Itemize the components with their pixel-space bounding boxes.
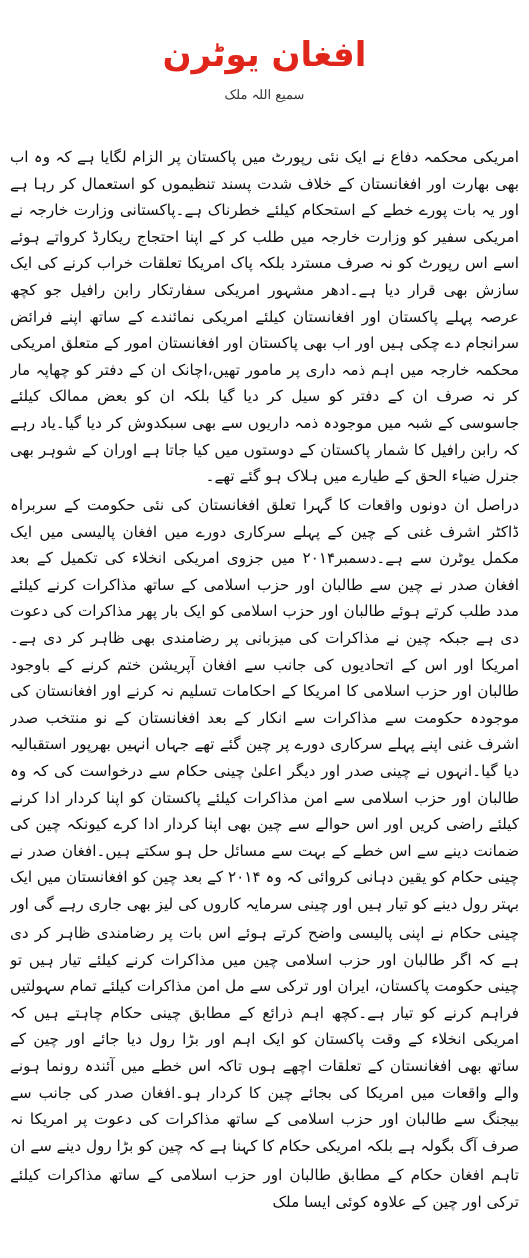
article-title: افغان یوٹرن [162,35,367,75]
author-byline: سمیع اللہ ملک [224,88,305,103]
article-paragraph-4: تاہم افغان حکام کے مطابق طالبان اور حزب اسلامی کے ساتھ مذاکرات کیلئے ترکی اور چین کے علاوہ کوئی ایسا ملک [10,1166,519,1211]
article-body [10,144,519,1216]
article-paragraph-3: چینی حکام نے اپنی پالیسی واضح کرتے ہوئے اس بات پر رضامندی ظاہر کر دی ہے کہ اگر طالبان اور حزب اسلامی چین میں مذاکرات کرنے کیلئے تیار ہیں تو چینی حکومت پاکستان، ایران اور ترکی سے مل امن مذاکرات کیلئے تمام سہولتیں فراہم کرنے کو تیار ہے۔کچھ اہم ذرائع کے مطابق چینی حکام چاہتے ہیں کہ امریکی انخلاء کے وقت پاکستان کو ایک اہم اور بڑا رول دیا جائے اور چین کے ساتھ بھی افغانستان کے تعلقات اچھے ہوں تاکہ اس خطے میں آئندہ رونما ہونے والے واقعات میں امریکا کی بجائے چین کا کردار ہو۔افغان صدر کی جانب سے بیجنگ سے طالبان اور حزب اسلامی کے ساتھ مذاکرات کی دعوت پر امریکا نہ صرف آگ بگولہ ہے بلکہ امریکی حکام کا کہنا ہے کہ چین کو بڑا رول دینے سے ان [10,924,519,1155]
article-paragraph-1: امریکی محکمہ دفاع نے ایک نئی رپورٹ میں پاکستان پر الزام لگایا ہے کہ وہ اب بھی بھارت اور افغانستان کے خلاف شدت پسند تنظیموں کو استعمال کر رہا ہے اور یہ بات پورے خطے کے استحکام کیلئے خطرناک ہے۔پاکستانی وزارت خارجہ نے امریکی سفیر کو وزارت خارجہ میں طلب کر کے اپنا احتجاج ریکارڈ کرواتے ہوئے اسے اس رپورٹ کو نہ صرف مسترد بلکہ پاک امریکا تعلقات خراب کرنے کی ایک سازش بھی قرار دیا ہے۔ادھر مشہور امریکی سفارتکار رابن رافیل جو کچھ عرصہ پہلے پاکستان اور افغانستان کیلئے امریکی نمائندے کے ساتھ اپنے فرائض سرانجام دے چکی ہیں اور اب بھی پاکستان اور افغانستان امور کے متعلق امریکی محکمہ خارجہ میں اہم ذمہ داری پر مامور تھیں،اچانک ان کے دفتر کو چھاپہ مار کر نہ صرف ان کے دفتر کو سیل کر دیا گیا بلکہ ان کو بعض ممالک کیلئے جاسوسی کے شبہ میں موجودہ ذمہ داریوں سے بھی سبکدوش کر دیا گیا۔یاد رہے کہ رابن رافیل کا شمار پاکستان کے دوستوں میں کیا جاتا ہے اوران کے شوہر بھی جنرل ضیاء الحق کے طیارے میں ہلاک ہو گئے تھے۔ [10,148,519,486]
article-paragraph-2: دراصل ان دونوں واقعات کا گہرا تعلق افغانستان کی نئی حکومت کے سربراہ ڈاکٹر اشرف غنی کے چین کے پہلے سرکاری دورے میں افغان پالیسی میں ایک مکمل یوٹرن سے ہے۔دسمبر۲۰۱۴ میں جزوی امریکی انخلاء کی تکمیل کے بعد افغان صدر نے چین سے طالبان اور حزب اسلامی کے ساتھ مذاکرات کرنے کیلئے مدد طلب کرتے ہوئے طالبان اور حزب اسلامی کو ایک بار پھر مذاکرات کی دعوت دی ہے جبکہ چین نے مذاکرات کی میزبانی پر رضامندی بھی ظاہر کر دی ہے۔امریکا اور اس کے اتحادیوں کی جانب سے افغان آپریشن ختم کرنے کے باوجود طالبان اور حزب اسلامی کا امریکا کے احکامات تسلیم نہ کرنے اور افغانستان کی موجودہ حکومت سے مذاکرات سے انکار کے بعد افغانستان کے نو منتخب صدر اشرف غنی اپنے پہلے سرکاری دورے پر چین گئے تھے جہاں انہیں بھرپور استقبالیہ دیا گیا۔انہوں نے چینی صدر اور دیگر اعلیٰ چینی حکام سے درخواست کی کہ وہ طالبان اور حزب اسلامی سے امن مذاکرات کیلئے پاکستان کو اپنا کردار ادا کرنے کیلئے راضی کریں اور اس حوالے سے چین بھی اپنا کردار ادا کرے کیونکہ چین کی ضمانت دینے سے اس خطے کے بہت سے مسائل حل ہو سکتے ہیں۔افغان صدر نے چینی حکام کو یقین دہانی کروائی کہ وہ ۲۰۱۴ کے بعد چین کو افغانستان میں ایک بہتر رول دینے کو تیار ہیں اور چینی سرمایہ کاروں کی لیز بھی جاری رہے گی اور [10,496,519,913]
